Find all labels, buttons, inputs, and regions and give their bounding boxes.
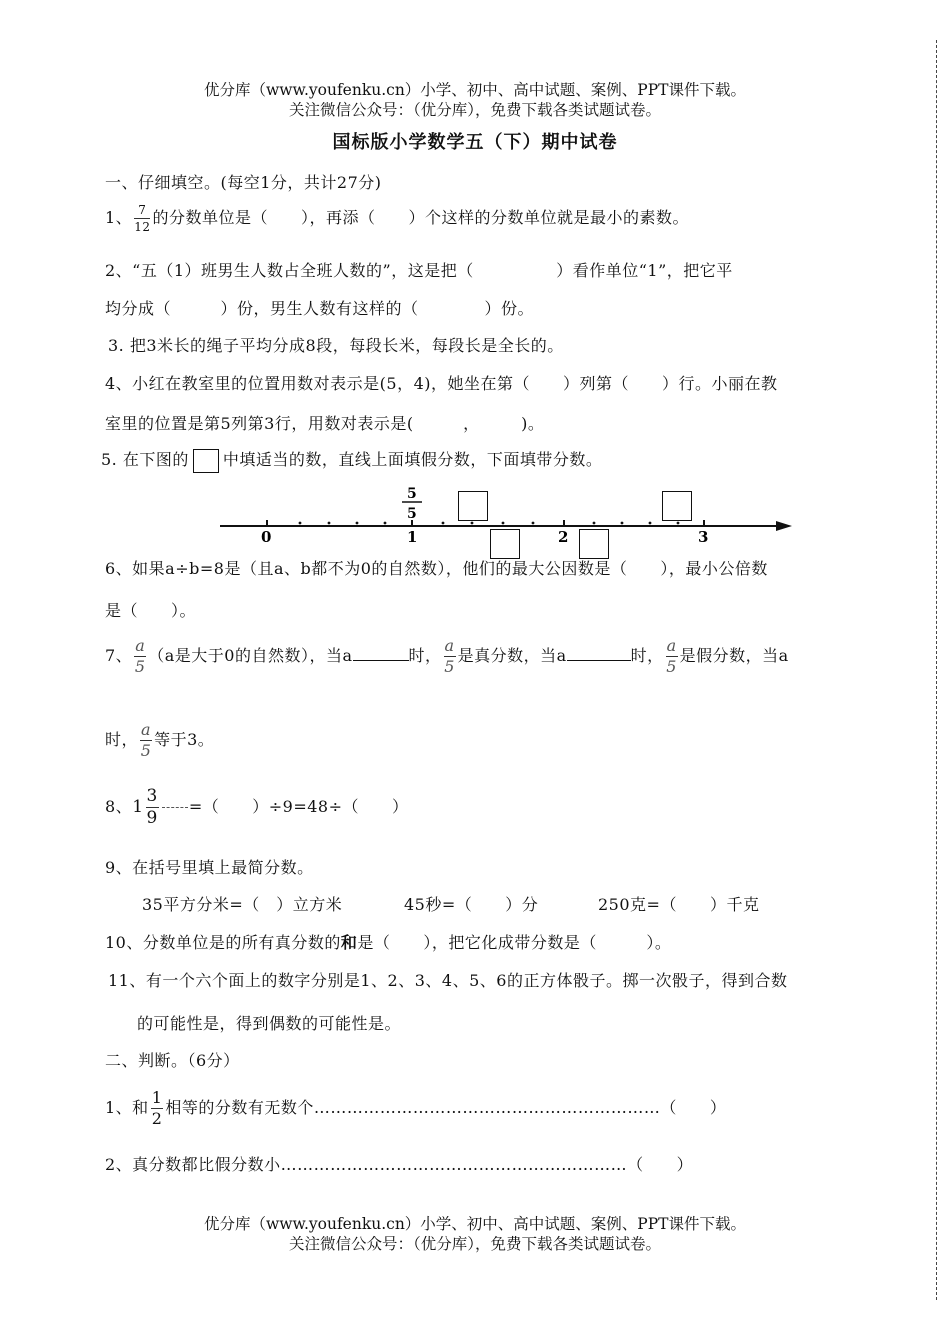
footer-line-1: 优分库（www.youfenku.cn）小学、初中、高中试题、案例、PPT课件下载。 xyxy=(203,1215,747,1233)
question-11-line-1: 11、有一个六个面上的数字分别是1、2、3、4、5、6的正方体骰子。掷一次骰子，得到合数 xyxy=(108,971,788,990)
question-4-line-2: 室里的位置是第5列第3行，用数对表示是( ， )。 xyxy=(105,414,545,433)
frac-numerator: 5 xyxy=(407,486,417,502)
label-0: 0 xyxy=(261,528,272,546)
question-2-line-1: 2、“五（1）班男生人数占全班人数的”，这是把（ ）看作单位“1”，把它平 xyxy=(105,261,733,280)
question-9-heading: 9、在括号里填上最简分数。 xyxy=(105,858,314,877)
label-1: 1 xyxy=(407,528,418,546)
question-4-line-1: 4、小红在教室里的位置用数对表示是(5，4)，她坐在第（ ）列第（ ）行。小丽在教 xyxy=(105,374,778,393)
q8-whole: 1 xyxy=(132,797,144,817)
q5-text-after: 中填适当的数，直线上面填假分数，下面填带分数。 xyxy=(222,450,603,469)
page-title: 国标版小学数学五（下）期中试卷 xyxy=(332,132,618,153)
header-line-1: 优分库（www.youfenku.cn）小学、初中、高中试题、案例、PPT课件下载。 xyxy=(203,81,747,99)
question-1 xyxy=(105,204,689,233)
answer-box-above-1[interactable] xyxy=(458,491,488,521)
header-line-2: 关注微信公众号：（优分库），免费下载各类试题试卷。 xyxy=(288,101,661,119)
label-2: 2 xyxy=(558,528,569,546)
q5-inline-box xyxy=(193,449,219,473)
judge-question-2: 2、真分数都比假分数小………………………………………………………（ ） xyxy=(105,1155,694,1174)
minor-ticks xyxy=(299,522,680,525)
q7-fraction-1: $\frac{a}{5}$ xyxy=(134,636,146,676)
judge-question-1: 1、和 $\frac{1}{2}$ 相等的分数有无数个………………………………………………………（ ） xyxy=(105,1088,727,1128)
question-6-line-2: 是（ ）。 xyxy=(105,601,197,620)
q7-blank-2[interactable] xyxy=(567,660,631,661)
question-8: 8、1 $\frac{3}{9}$ =（ ）÷9=48÷（ ） xyxy=(105,786,409,828)
q8-blank-fraction[interactable] xyxy=(162,789,188,827)
q7-fraction-3: $\frac{a}{5}$ xyxy=(666,636,677,676)
number-line-arrow xyxy=(776,521,792,531)
q8-fraction: $\frac{3}{9}$ xyxy=(146,786,158,828)
q1-prefix: 1、 xyxy=(105,208,133,227)
question-6-line-1: 6、如果a÷b=8是（且a、b都不为0的自然数），他们的最大公因数是（ ），最小公倍数 xyxy=(105,559,768,578)
q1-fraction: $\frac{7}{12}$ xyxy=(134,203,151,234)
question-9-item-2: 45秒=（ ）分 xyxy=(404,895,539,914)
answer-box-below-1[interactable] xyxy=(490,529,520,559)
q1-text: 的分数单位是（ ），再添（ ）个这样的分数单位就是最小的素数。 xyxy=(152,208,689,227)
q7-fraction-4: $\frac{a}{5}$ xyxy=(140,720,152,760)
question-9-item-3: 250克=（ ）千克 xyxy=(598,895,760,914)
q7-fraction-2: $\frac{a}{5}$ xyxy=(444,636,455,676)
question-7-line-2: 时， $\frac{a}{5}$ 等于3。 xyxy=(105,720,215,760)
section1-heading: 一、仔细填空。(每空1分，共计27分) xyxy=(105,173,382,192)
question-2-line-2: 均分成（ ）份，男生人数有这样的（ ）份。 xyxy=(105,299,535,318)
judge-q1-fraction: $\frac{1}{2}$ xyxy=(151,1088,163,1128)
footer-line-2: 关注微信公众号：（优分库），免费下载各类试题试卷。 xyxy=(288,1235,661,1253)
section2-heading: 二、判断。（6分） xyxy=(105,1051,240,1070)
question-10: 10、分数单位是的所有真分数的和是（ ），把它化成带分数是（ ）。 xyxy=(105,933,672,952)
question-7-line-1: 7、 $\frac{a}{5}$ （a是大于0的自然数），当a 时， $\frac{a}{5}$ 是真分数，当a 时， $\frac{a}{5}$ 是假分数，当a xyxy=(105,636,789,676)
q7-blank-1[interactable] xyxy=(353,660,409,661)
question-9-item-1: 35平方分米=（ ）立方米 xyxy=(142,895,343,914)
question-3: 3. 把3米长的绳子平均分成8段，每段长米，每段长是全长的。 xyxy=(108,336,564,355)
answer-box-above-2[interactable] xyxy=(662,491,692,521)
frac-denominator: 5 xyxy=(407,506,417,522)
question-5 xyxy=(101,447,602,473)
label-3: 3 xyxy=(698,528,709,546)
question-11-line-2: 的可能性是，得到偶数的可能性是。 xyxy=(137,1014,402,1033)
answer-box-below-2[interactable] xyxy=(579,529,609,559)
binding-dashed-line xyxy=(936,40,937,1300)
q5-text-before: 5. 在下图的 xyxy=(101,450,189,469)
